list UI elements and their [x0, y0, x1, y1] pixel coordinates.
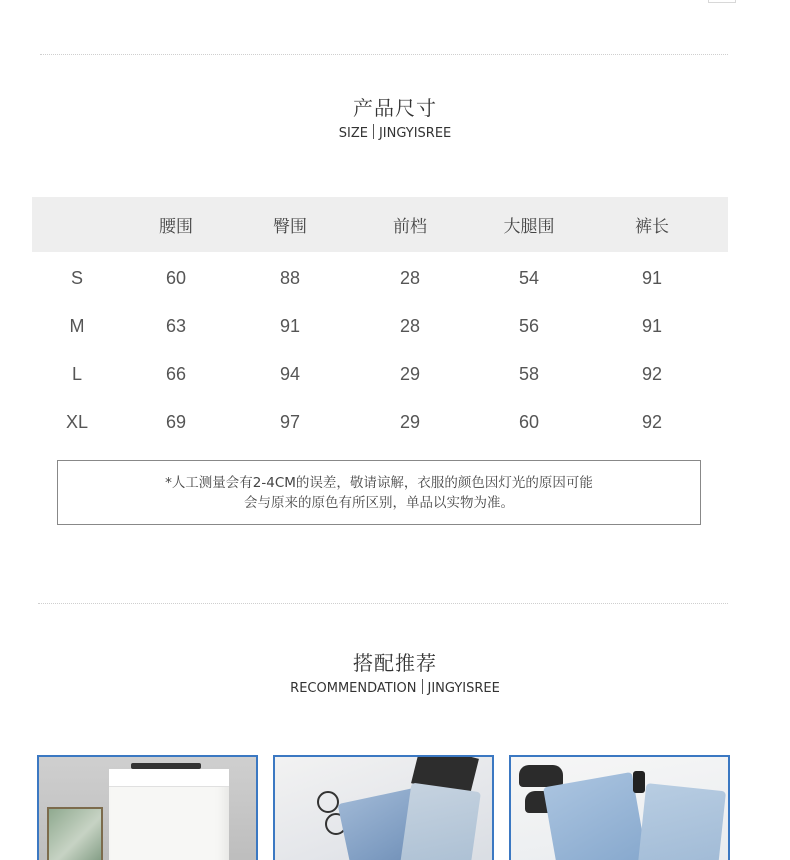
table-cell: 29 — [399, 411, 421, 432]
sneaker-photo — [519, 765, 563, 787]
header-cell-waist: 腰围 — [159, 217, 193, 237]
table-row — [32, 350, 728, 398]
size-table-header — [32, 197, 728, 252]
size-section-header — [0, 96, 790, 143]
measurement-note — [57, 460, 701, 525]
recommendation-list — [37, 755, 731, 860]
table-cell: 92 — [641, 411, 663, 432]
size-section-title: 产品尺寸 — [353, 96, 437, 120]
light-jeans-photo — [399, 783, 481, 860]
table-cell: 66 — [165, 363, 187, 384]
header-cell-front-rise: 前档 — [393, 217, 427, 237]
top-corner-mark — [708, 0, 736, 3]
waistband — [109, 769, 229, 787]
note-line-2: 会与原来的原色有所区别，单品以实物为准。 — [244, 494, 514, 511]
table-cell: 91 — [279, 315, 301, 336]
header-cell-length: 裤长 — [635, 217, 669, 237]
recommend-subtitle-left: RECOMMENDATION — [290, 681, 417, 696]
table-row — [32, 302, 728, 350]
table-cell: 91 — [641, 315, 663, 336]
recommendation-item-denim-flatlay[interactable] — [273, 755, 494, 860]
table-cell: 56 — [518, 315, 540, 336]
row-size-label: S — [70, 267, 83, 288]
row-size-label: M — [69, 315, 85, 336]
size-subtitle-left: SIZE — [338, 126, 368, 141]
glasses-icon — [317, 791, 339, 813]
table-cell: 60 — [518, 411, 540, 432]
table-cell: 69 — [165, 411, 187, 432]
table-cell: 88 — [279, 267, 301, 288]
size-subtitle-right: JINGYISREE — [378, 126, 452, 141]
table-cell: 91 — [641, 267, 663, 288]
light-jeans-photo — [636, 783, 726, 860]
recommendation-item-white-pants[interactable] — [37, 755, 258, 860]
table-cell: 63 — [165, 315, 187, 336]
header-cell-size — [52, 197, 102, 252]
leaf-print-decoration — [47, 807, 103, 860]
header-cell-hip: 臀围 — [273, 217, 307, 237]
size-table — [32, 197, 728, 446]
row-size-label: XL — [65, 411, 89, 432]
recommend-section-title: 搭配推荐 — [353, 651, 437, 675]
header-cell-thigh: 大腿围 — [503, 217, 555, 237]
recommend-section-subtitle — [0, 679, 790, 698]
white-pants-photo — [109, 769, 229, 860]
table-cell: 94 — [279, 363, 301, 384]
hanger-clip — [131, 763, 201, 769]
subtitle-separator — [373, 124, 374, 139]
row-size-label: L — [71, 363, 82, 384]
size-section-subtitle — [0, 124, 790, 143]
section-divider-top — [40, 54, 728, 55]
table-cell: 29 — [399, 363, 421, 384]
table-row — [32, 398, 728, 446]
recommend-section-header — [0, 651, 790, 698]
table-cell: 54 — [518, 267, 540, 288]
table-cell: 92 — [641, 363, 663, 384]
table-row — [32, 254, 728, 302]
table-cell: 60 — [165, 267, 187, 288]
table-cell: 28 — [399, 315, 421, 336]
recommend-subtitle-right: JINGYISREE — [427, 681, 500, 696]
table-cell: 28 — [399, 267, 421, 288]
table-cell: 58 — [518, 363, 540, 384]
note-line-1: *人工测量会有2-4CM的误差，敬请谅解，衣服的颜色因灯光的原因可能 — [165, 474, 593, 491]
recommendation-item-denim-sneakers[interactable] — [509, 755, 730, 860]
section-divider-bottom — [38, 603, 728, 604]
subtitle-separator — [422, 679, 423, 694]
table-cell: 97 — [279, 411, 301, 432]
bottle-prop — [633, 771, 645, 793]
